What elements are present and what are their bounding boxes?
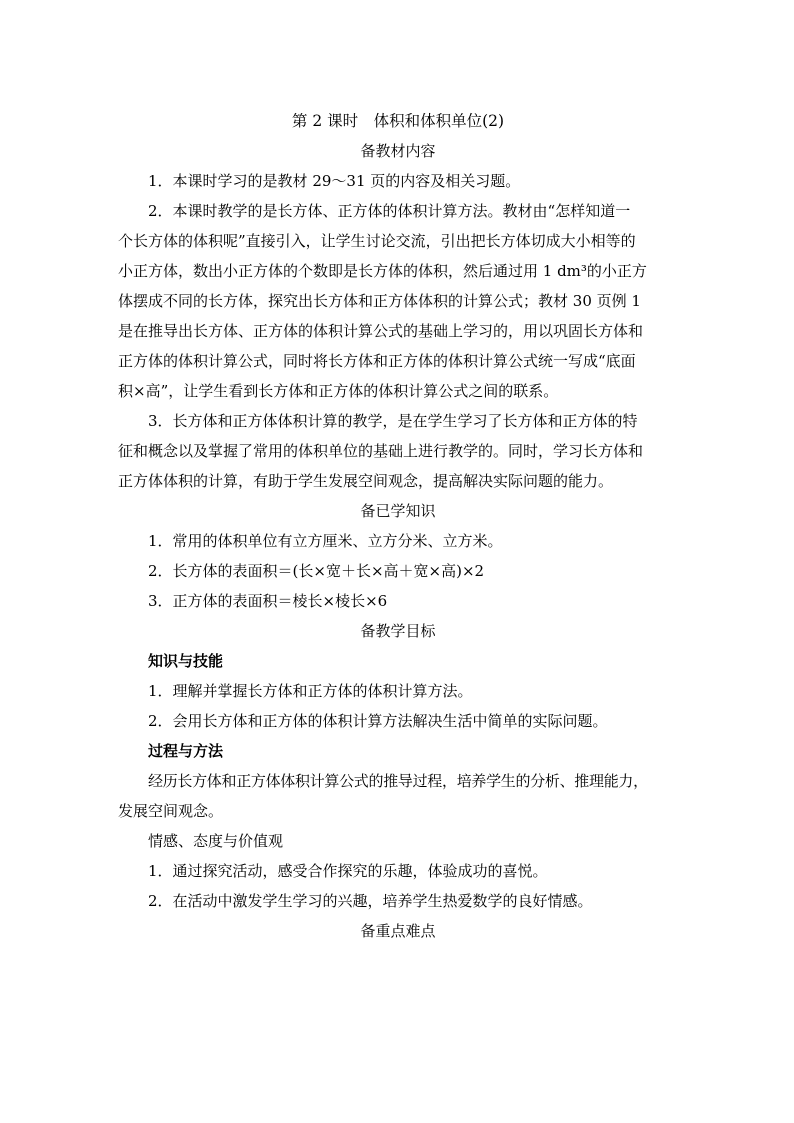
subheading-attitude-values: 情感、态度与价值观 (148, 832, 284, 850)
materials-paragraph-2-line: 体摆成不同的长方体，探究出长方体和正方体体积的计算公式；教材 30 页例 1 (118, 292, 641, 310)
prior-knowledge-item: 2．长方体的表面积＝(长×宽＋长×高＋宽×高)×2 (148, 562, 485, 580)
process-methods-text-line: 发展空间观念。 (118, 802, 224, 820)
materials-paragraph-2-line: 积×高”，让学生看到长方体和正方体的体积计算公式之间的联系。 (118, 382, 559, 400)
attitude-item: 2．在活动中激发学生学习的兴趣，培养学生热爱数学的良好情感。 (148, 892, 593, 910)
materials-paragraph-2-line: 正方体的体积计算公式，同时将长方体和正方体的体积计算公式统一写成“底面 (118, 352, 636, 370)
section-heading-key-difficulties: 备重点难点 (360, 922, 436, 940)
materials-paragraph-3-line: 3．长方体和正方体体积计算的教学，是在学生学习了长方体和正方体的特 (148, 412, 638, 430)
section-heading-prior-knowledge: 备已学知识 (360, 502, 436, 520)
section-heading-objectives: 备教学目标 (360, 622, 436, 640)
lesson-content (118, 106, 678, 946)
materials-paragraph-2-line: 小正方体，数出小正方体的个数即是长方体的体积，然后通过用 1 dm³的小正方 (118, 262, 647, 280)
process-methods-text-line: 经历长方体和正方体体积计算公式的推导过程，培养学生的分析、推理能力， (148, 772, 648, 790)
materials-paragraph-3-line: 征和概念以及掌握了常用的体积单位的基础上进行教学的。同时，学习长方体和 (118, 442, 644, 460)
lesson-title: 第 2 课时 体积和体积单位(2) (291, 112, 505, 130)
materials-paragraph-3-line: 正方体体积的计算，有助于学生发展空间观念，提高解决实际问题的能力。 (118, 472, 614, 490)
objective-item: 2．会用长方体和正方体的体积计算方法解决生活中简单的实际问题。 (148, 712, 608, 730)
prior-knowledge-item: 3．正方体的表面积＝棱长×棱长×6 (148, 592, 388, 610)
objective-item: 1．理解并掌握长方体和正方体的体积计算方法。 (148, 682, 473, 700)
materials-paragraph-2-line: 2．本课时教学的是长方体、正方体的体积计算方法。教材由“怎样知道一 (148, 202, 631, 220)
materials-paragraph-2-line: 个长方体的体积呢”直接引入，让学生讨论交流，引出把长方体切成大小相等的 (118, 232, 636, 250)
materials-paragraph-1: 1．本课时学习的是教材 29～31 页的内容及相关习题。 (148, 172, 521, 190)
prior-knowledge-item: 1．常用的体积单位有立方厘米、立方分米、立方米。 (148, 532, 503, 550)
section-heading-materials: 备教材内容 (360, 142, 436, 160)
attitude-item: 1．通过探究活动，感受合作探究的乐趣，体验成功的喜悦。 (148, 862, 548, 880)
subheading-knowledge-skills: 知识与技能 (148, 652, 224, 670)
materials-paragraph-2-line: 是在推导出长方体、正方体的体积计算公式的基础上学习的，用以巩固长方体和 (118, 322, 644, 340)
subheading-process-methods: 过程与方法 (148, 742, 224, 760)
